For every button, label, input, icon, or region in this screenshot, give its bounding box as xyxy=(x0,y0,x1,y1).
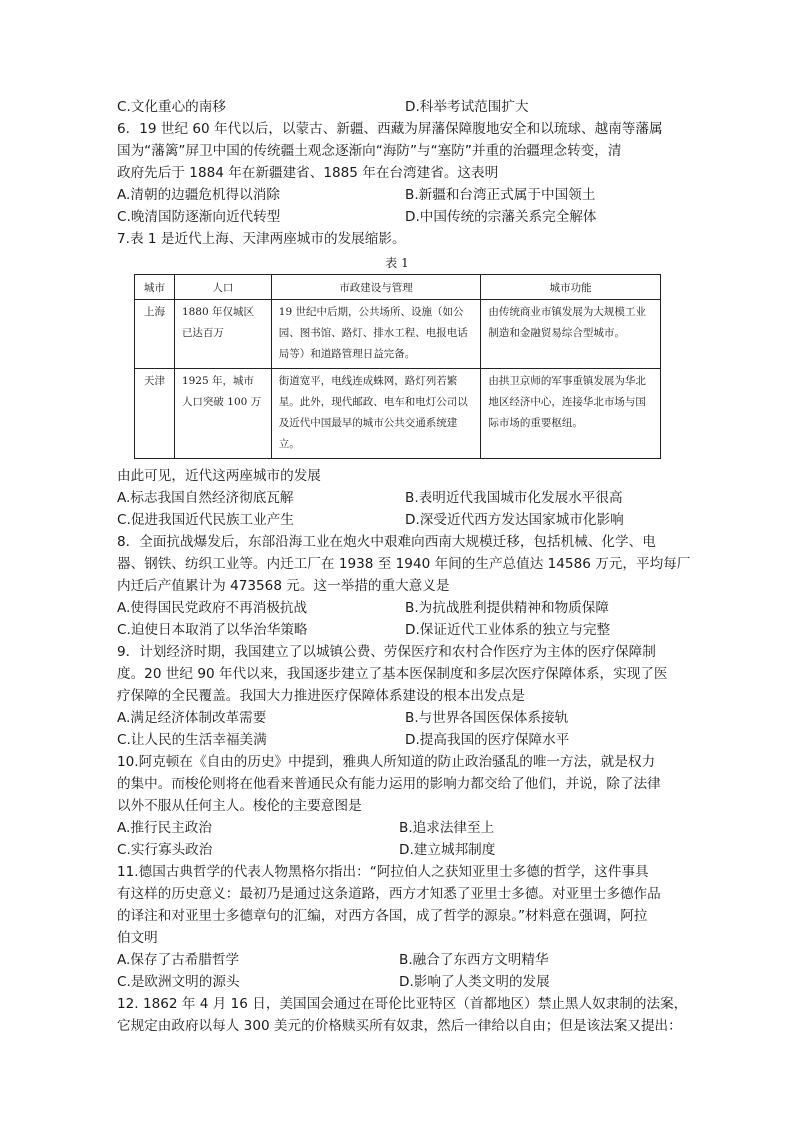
q11-option-c: C.是欧洲文明的源头 xyxy=(117,974,240,990)
table-header-row xyxy=(135,275,661,300)
question-10 xyxy=(117,751,677,861)
q9-option-d: D.提高我国的医疗保障水平 xyxy=(405,732,570,748)
q7-question: 由此可见，近代这两座城市的发展 xyxy=(117,468,321,484)
q6-stem-line: 政府先后于 1884 年在新疆建省、1885 年在台湾建省。这表明 xyxy=(117,165,499,181)
q10-option-b: B.追求法律至上 xyxy=(399,820,495,836)
cell-population: 1880 年仅城区已达百万 xyxy=(174,300,271,369)
q7-option-a: A.标志我国自然经济彻底瓦解 xyxy=(117,490,294,506)
q10-option-a: A.推行民主政治 xyxy=(117,820,212,836)
question-7 xyxy=(117,228,677,531)
city-development-table xyxy=(134,274,661,459)
q8-options-row xyxy=(117,597,677,619)
q8-options-row xyxy=(117,619,677,641)
question-12 xyxy=(117,993,688,1037)
q9-stem-line: 度。20 世纪 90 年代以来，我国逐步建立了基本医保制度和多层次医疗保障体系，实现了医 xyxy=(117,666,668,682)
cell-municipal: 19 世纪中后期，公共场所、设施（如公园、图书馆、路灯、排水工程、电报电话局等）和道路管理日益完备。 xyxy=(271,300,481,369)
question-8 xyxy=(117,531,691,641)
q10-stem-line: 10.阿克顿在《自由的历史》中提到，雅典人所知道的防止政治骚乱的唯一方法，就是权力 xyxy=(117,754,656,770)
q6-option-d: D.中国传统的宗藩关系完全解体 xyxy=(405,209,597,225)
q10-option-d: D.建立城邦制度 xyxy=(399,842,496,858)
q11-option-d: D.影响了人类文明的发展 xyxy=(399,974,550,990)
table-row xyxy=(135,300,661,369)
q11-options-row xyxy=(117,971,677,993)
q9-option-b: B.与世界各国医保体系接轨 xyxy=(405,710,569,726)
cell-municipal: 街道宽平，电线连成蛛网，路灯列若繁星。此外，现代邮政、电车和电灯公司以及近代中国最早的城市公共交通系统建立。 xyxy=(271,369,481,459)
q12-stem-line: 12. 1862 年 4 月 16 日，美国国会通过在哥伦比亚特区（首都地区）禁止黑人奴隶制的法案， xyxy=(117,996,688,1012)
q9-stem-line: 疗保障的全民覆盖。我国大力推进医疗保障体系建设的根本出发点是 xyxy=(117,688,525,704)
q9-option-c: C.让人民的生活幸福美满 xyxy=(117,732,267,748)
header-municipal: 市政建设与管理 xyxy=(271,275,481,300)
q11-stem-line: 有这样的历史意义：最初乃是通过这条道路，西方才知悉了亚里士多德。对亚里士多德作品 xyxy=(117,886,661,902)
q9-options-row xyxy=(117,729,677,751)
question-9 xyxy=(117,641,677,751)
table-caption: 表 1 xyxy=(385,256,409,270)
q10-option-c: C.实行寡头政治 xyxy=(117,842,213,858)
q6-stem-line: 国为“藩篱”屏卫中国的传统疆土观念逐渐向“海防”与“塞防”并重的治疆理念转变，清 xyxy=(117,143,622,159)
q11-stem-line: 伯文明 xyxy=(117,930,158,946)
q6-option-b: B.新疆和台湾正式属于中国领土 xyxy=(405,187,596,203)
q8-option-b: B.为抗战胜利提供精神和物质保障 xyxy=(405,600,609,616)
cell-city: 上海 xyxy=(135,300,175,369)
header-population: 人口 xyxy=(174,275,271,300)
q5-option-d: D.科举考试范围扩大 xyxy=(405,99,529,115)
q8-option-a: A.使得国民党政府不再消极抗战 xyxy=(117,600,308,616)
q7-options-row xyxy=(117,509,677,531)
q10-stem-line: 以外不服从任何主人。梭伦的主要意图是 xyxy=(117,798,362,814)
q8-stem-line: 内迁后产值累计为 473568 元。这一举措的重大意义是 xyxy=(117,578,450,594)
q8-stem-line: 8．全面抗战爆发后，东部沿海工业在炮火中艰难向西南大规模迁移，包括机械、化学、电 xyxy=(117,534,656,550)
q10-options-row xyxy=(117,839,677,861)
q10-options-row xyxy=(117,817,677,839)
header-function: 城市功能 xyxy=(481,275,661,300)
q8-stem-line: 器、钢铁、纺织工业等。内迁工厂在 1938 至 1940 年间的生产总值达 14586 万元，平均每厂 xyxy=(117,556,691,572)
q7-options-row xyxy=(117,487,677,509)
q8-option-c: C.迫使日本取消了以华治华策略 xyxy=(117,622,308,638)
q12-stem-line: 它规定由政府以每人 300 美元的价格赎买所有奴隶，然后一律给以自由；但是该法案又提出： xyxy=(117,1018,682,1034)
q11-stem-line: 11.德国古典哲学的代表人物黑格尔指出：“阿拉伯人之获知亚里士多德的哲学，这件事具 xyxy=(117,864,649,880)
q7-option-d: D.深受近代西方发达国家城市化影响 xyxy=(405,512,624,528)
q5-option-c: C.文化重心的南移 xyxy=(117,99,226,115)
cell-function: 由传统商业市镇发展为大规模工业制造和金融贸易综合型城市。 xyxy=(481,300,661,369)
question-11 xyxy=(117,861,677,993)
q6-options-row xyxy=(117,184,677,206)
q7-option-c: C.促进我国近代民族工业产生 xyxy=(117,512,294,528)
question-6 xyxy=(117,118,677,228)
q11-option-a: A.保存了古希腊哲学 xyxy=(117,952,240,968)
q6-option-a: A.清朝的边疆危机得以消除 xyxy=(117,187,280,203)
q8-option-d: D.保证近代工业体系的独立与完整 xyxy=(405,622,611,638)
q7-stem: 7.表 1 是近代上海、天津两座城市的发展缩影。 xyxy=(117,231,406,247)
exam-page xyxy=(117,96,691,1037)
q7-option-b: B.表明近代我国城市化发展水平很高 xyxy=(405,490,623,506)
table-row xyxy=(135,369,661,459)
q9-option-a: A.满足经济体制改革需要 xyxy=(117,710,267,726)
q6-options-row xyxy=(117,206,677,228)
q11-stem-line: 的译注和对亚里士多德章句的汇编，对西方各国，成了哲学的源泉。”材料意在强调，阿拉 xyxy=(117,908,648,924)
q9-stem-line: 9．计划经济时期，我国建立了以城镇公费、劳保医疗和农村合作医疗为主体的医疗保障制 xyxy=(117,644,656,660)
cell-city: 天津 xyxy=(135,369,175,459)
q5-options-row xyxy=(117,96,677,118)
q10-stem-line: 的集中。而梭伦则将在他看来普通民众有能力运用的影响力都交给了他们，并说，除了法律 xyxy=(117,776,661,792)
q11-options-row xyxy=(117,949,677,971)
q6-option-c: C.晚清国防逐渐向近代转型 xyxy=(117,209,281,225)
q6-stem-line: 6．19 世纪 60 年代以后，以蒙古、新疆、西藏为屏藩保障腹地安全和以琉球、越南等藩属 xyxy=(117,121,663,137)
q11-option-b: B.融合了东西方文明精华 xyxy=(399,952,549,968)
cell-function: 由拱卫京师的军事重镇发展为华北地区经济中心，连接华北市场与国际市场的重要枢纽。 xyxy=(481,369,661,459)
header-city: 城市 xyxy=(135,275,175,300)
q9-options-row xyxy=(117,707,677,729)
cell-population: 1925 年，城市人口突破 100 万 xyxy=(174,369,271,459)
